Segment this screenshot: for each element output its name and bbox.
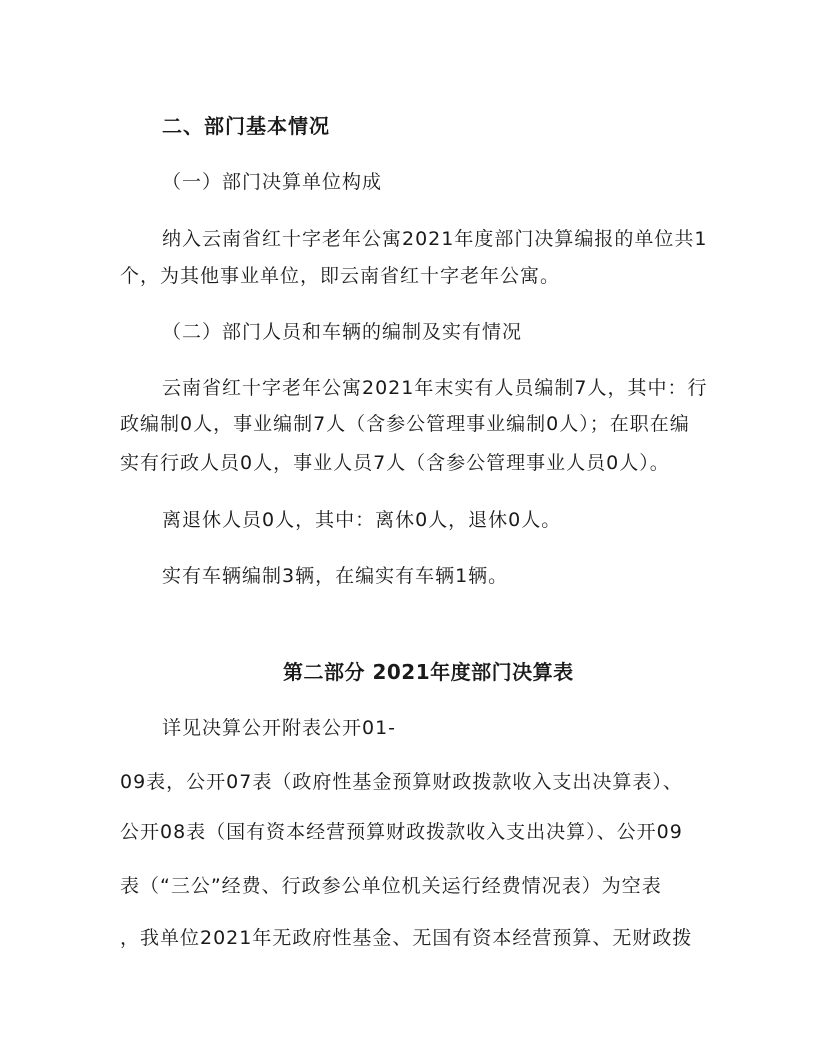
subsection-title-unit-composition: （一）部门决算单位构成: [162, 171, 383, 193]
paragraph-line: 表（“三公”经费、行政参公单位机关运行经费情况表）为空表: [120, 875, 662, 897]
paragraph-vehicles: 实有车辆编制3辆，在编实有车辆1辆。: [162, 565, 509, 587]
paragraph-line: 政编制0人，事业编制7人（含参公管理事业编制0人）；在职在编: [120, 413, 690, 435]
paragraph-line: ，我单位2021年无政府性基金、无国有资本经营预算、无财政拨: [120, 927, 693, 949]
paragraph-line: 详见决算公开附表公开01-: [162, 717, 397, 739]
subsection-title-staff-vehicles: （二）部门人员和车辆的编制及实有情况: [162, 321, 523, 343]
paragraph-line: 纳入云南省红十字老年公寓2021年度部门决算编报的单位共1: [162, 228, 708, 250]
paragraph-line: 09表，公开07表（政府性基金预算财政拨款收入支出决算表）、: [120, 771, 683, 793]
paragraph-line: 个，为其他事业单位，即云南省红十字老年公寓。: [120, 265, 561, 287]
paragraph-line: 云南省红十字老年公寓2021年末实有人员编制7人，其中：行: [162, 377, 708, 399]
part-two-heading: 第二部分 2021年度部门决算表: [283, 660, 574, 684]
paragraph-line: 实有行政人员0人，事业人员7人（含参公管理事业人员0人）。: [120, 452, 670, 474]
section-heading: 二、部门基本情况: [162, 114, 330, 138]
paragraph-line: 公开08表（国有资本经营预算财政拨款收入支出决算）、公开09: [120, 821, 683, 843]
paragraph-retirees: 离退休人员0人，其中：离休0人，退休0人。: [162, 509, 562, 531]
